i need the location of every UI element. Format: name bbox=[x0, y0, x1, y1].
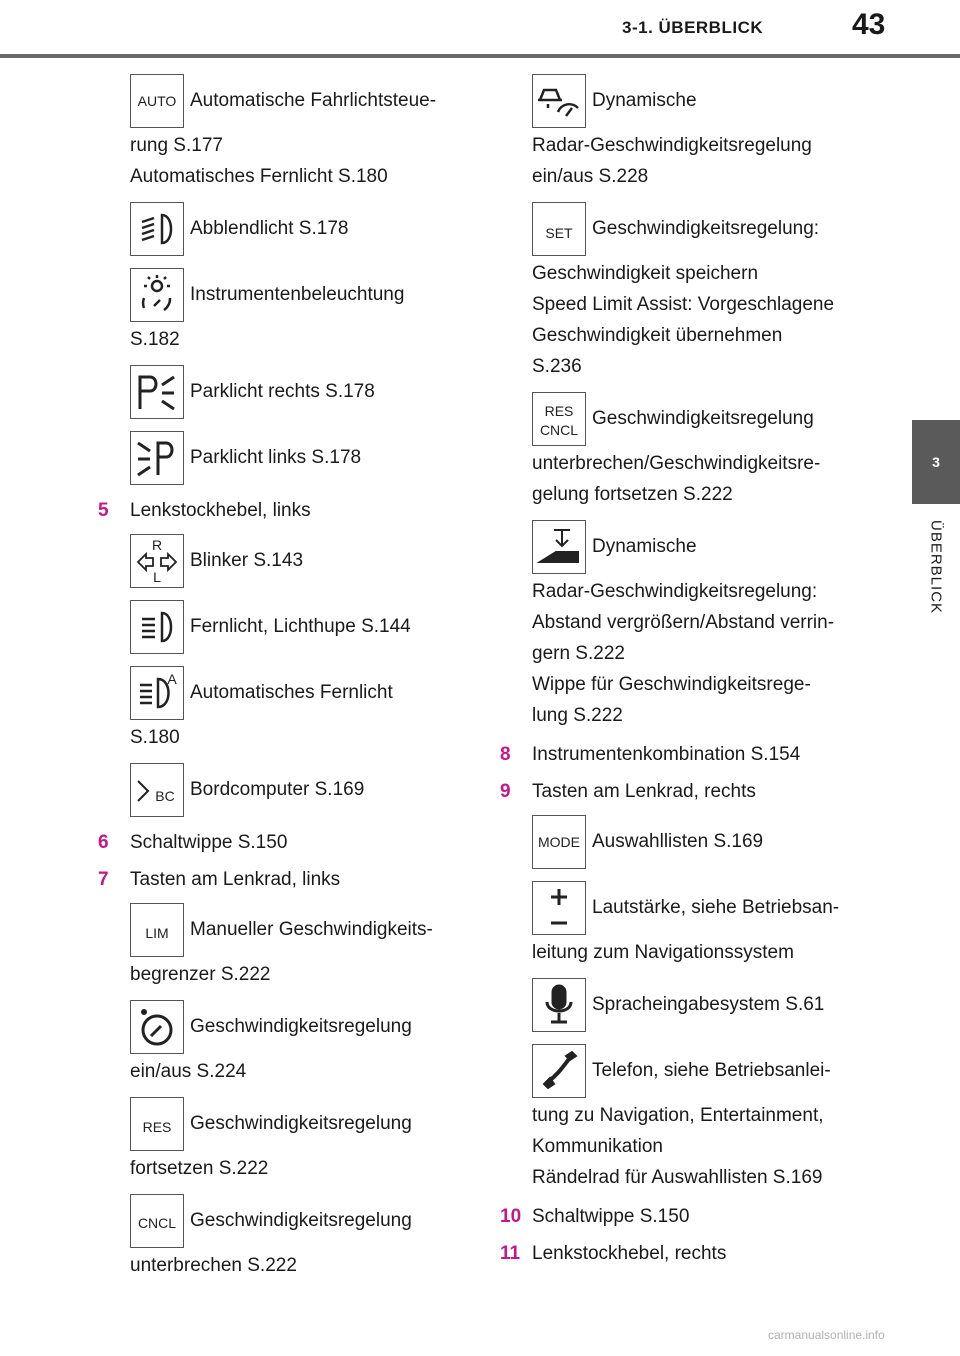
left-column bbox=[98, 72, 458, 1289]
lim-icon-label: LIM bbox=[145, 925, 169, 941]
park-right-icon bbox=[130, 365, 184, 419]
entry-first-line: Geschwindigkeitsregelung bbox=[190, 1210, 412, 1231]
item-text: Lenkstockhebel, rechts bbox=[532, 1243, 727, 1264]
entry-lim bbox=[98, 901, 458, 990]
entry-cont-line: ein/aus S.228 bbox=[532, 166, 649, 187]
entry-cont-line: Wippe für Geschwindigkeitsrege- bbox=[532, 674, 811, 695]
item-text: Tasten am Lenkrad, rechts bbox=[532, 781, 756, 802]
volume-icon bbox=[532, 881, 586, 935]
entry-cont-line: lung S.222 bbox=[532, 705, 623, 726]
entry-cont-line: unterbrechen/Geschwindigkeitsre- bbox=[532, 453, 821, 474]
entry-cont-line: fortsetzen S.222 bbox=[130, 1158, 269, 1179]
entry-first-line: Geschwindigkeitsregelung: bbox=[592, 218, 820, 239]
item-number: 7 bbox=[98, 869, 109, 890]
turn-signal-r-label: R bbox=[151, 538, 163, 553]
entry-first-line: Parklicht links S.178 bbox=[190, 447, 362, 468]
entry-cont-line: begrenzer S.222 bbox=[130, 964, 271, 985]
auto-icon-label: AUTO bbox=[137, 93, 177, 109]
res-cncl-bottom-label: CNCL bbox=[539, 422, 579, 438]
turn-signal-l-label: L bbox=[153, 569, 161, 584]
entry-distance bbox=[500, 518, 860, 731]
entry-phone bbox=[500, 1042, 860, 1193]
entry-res-cncl bbox=[500, 390, 860, 510]
item-number: 8 bbox=[500, 744, 511, 765]
entry-first-line: Automatisches Fernlicht bbox=[190, 682, 393, 703]
auto-high-beam-a-label: A bbox=[167, 671, 177, 687]
item-text: Tasten am Lenkrad, links bbox=[130, 869, 341, 890]
set-icon bbox=[532, 202, 586, 256]
item-number: 6 bbox=[98, 832, 109, 853]
entry-first-line: Blinker S.143 bbox=[190, 550, 304, 571]
numbered-item-7 bbox=[98, 864, 458, 895]
trip-computer-icon bbox=[130, 763, 184, 817]
entry-first-line: Instrumentenbeleuchtung bbox=[190, 284, 405, 305]
entry-cont-line: S.182 bbox=[130, 329, 180, 350]
entry-first-line: Geschwindigkeitsregelung bbox=[190, 1113, 412, 1134]
numbered-item-8 bbox=[500, 739, 860, 770]
section-title: 3-1. ÜBERBLICK bbox=[622, 18, 764, 37]
entry-first-line: Automatische Fahrlichtsteue- bbox=[190, 90, 437, 111]
entry-first-line: Auswahllisten S.169 bbox=[592, 831, 764, 852]
entry-instrument-light bbox=[98, 266, 458, 355]
distance-icon bbox=[532, 520, 586, 574]
entry-cont-line: Speed Limit Assist: Vorgeschlagene bbox=[532, 294, 835, 315]
entry-voice bbox=[500, 976, 860, 1034]
chapter-tab[interactable]: 3 bbox=[912, 420, 960, 504]
auto-icon bbox=[130, 74, 184, 128]
entry-cont-line: tung zu Navigation, Entertainment, bbox=[532, 1105, 824, 1126]
item-number: 10 bbox=[500, 1206, 522, 1227]
entry-cont-line: ein/aus S.224 bbox=[130, 1061, 247, 1082]
instrument-light-icon bbox=[130, 268, 184, 322]
entry-park-right bbox=[98, 363, 458, 421]
entry-cont-line: S.180 bbox=[130, 727, 180, 748]
entry-cont-line: Rändelrad für Auswahllisten S.169 bbox=[532, 1167, 823, 1188]
watermark: carmanualsonline.info bbox=[768, 1328, 885, 1342]
entry-first-line: Dynamische bbox=[592, 90, 697, 111]
entry-cont-line: gern S.222 bbox=[532, 643, 625, 664]
numbered-item-5 bbox=[98, 495, 458, 526]
entry-cont-line: Radar-Geschwindigkeitsregelung bbox=[532, 135, 812, 156]
cncl-icon bbox=[130, 1194, 184, 1248]
entry-first-line: Dynamische bbox=[592, 536, 697, 557]
high-beam-icon bbox=[130, 600, 184, 654]
right-column bbox=[500, 72, 860, 1275]
mode-icon bbox=[532, 815, 586, 869]
entry-first-line: Geschwindigkeitsregelung bbox=[592, 408, 814, 429]
microphone-icon bbox=[532, 978, 586, 1032]
entry-first-line: Lautstärke, siehe Betriebsan- bbox=[592, 897, 840, 918]
mode-icon-label: MODE bbox=[538, 834, 580, 850]
entry-first-line: Spracheingabesystem S.61 bbox=[592, 994, 825, 1015]
cruise-control-icon bbox=[130, 1000, 184, 1054]
entry-first-line: Fernlicht, Lichthupe S.144 bbox=[190, 616, 411, 637]
entry-bordcomputer bbox=[98, 761, 458, 819]
header-rule bbox=[0, 54, 960, 58]
set-icon-label: SET bbox=[545, 225, 573, 241]
entry-cont-line: rung S.177 bbox=[130, 135, 223, 156]
entry-mode bbox=[500, 813, 860, 871]
item-number: 11 bbox=[500, 1243, 521, 1264]
entry-cont-line: unterbrechen S.222 bbox=[130, 1255, 297, 1276]
item-text: Schaltwippe S.150 bbox=[532, 1206, 690, 1227]
entry-volume bbox=[500, 879, 860, 968]
auto-high-beam-icon bbox=[130, 666, 184, 720]
entry-cont-line: gelung fortsetzen S.222 bbox=[532, 484, 733, 505]
entry-first-line: Bordcomputer S.169 bbox=[190, 779, 365, 800]
entry-blinker bbox=[98, 532, 458, 590]
page-number: 43 bbox=[852, 8, 886, 41]
entry-radar-onoff bbox=[500, 72, 860, 192]
item-number: 5 bbox=[98, 500, 109, 521]
entry-cont-line: Geschwindigkeit übernehmen bbox=[532, 325, 783, 346]
entry-set bbox=[500, 200, 860, 382]
entry-cont-line: Kommunikation bbox=[532, 1136, 663, 1157]
entry-first-line: Abblendlicht S.178 bbox=[190, 218, 349, 239]
chapter-label: ÜBERBLICK bbox=[927, 520, 945, 615]
radar-cruise-icon bbox=[532, 74, 586, 128]
entry-cncl bbox=[98, 1192, 458, 1281]
entry-first-line: Geschwindigkeitsregelung bbox=[190, 1016, 412, 1037]
entry-res bbox=[98, 1095, 458, 1184]
item-text: Instrumentenkombination S.154 bbox=[532, 744, 801, 765]
res-cncl-top-label: RES bbox=[544, 403, 574, 419]
entry-cont-line: leitung zum Navigationssystem bbox=[532, 942, 794, 963]
entry-cont-line: S.236 bbox=[532, 356, 582, 377]
entry-first-line: Telefon, siehe Betriebsanlei- bbox=[592, 1060, 831, 1081]
entry-cruise-onoff bbox=[98, 998, 458, 1087]
numbered-item-6 bbox=[98, 827, 458, 858]
res-icon-label: RES bbox=[142, 1119, 172, 1135]
item-text: Schaltwippe S.150 bbox=[130, 832, 288, 853]
res-icon bbox=[130, 1097, 184, 1151]
entry-first-line: Manueller Geschwindigkeits- bbox=[190, 919, 433, 940]
entry-cont-line: Radar-Geschwindigkeitsregelung: bbox=[532, 581, 818, 602]
entry-auto-lights bbox=[98, 72, 458, 192]
park-left-icon bbox=[130, 431, 184, 485]
entry-cont-line: Geschwindigkeit speichern bbox=[532, 263, 759, 284]
turn-signal-icon bbox=[130, 534, 184, 588]
numbered-item-11 bbox=[500, 1238, 860, 1269]
numbered-item-9 bbox=[500, 776, 860, 807]
trip-computer-label: BC bbox=[155, 788, 175, 804]
entry-first-line: Parklicht rechts S.178 bbox=[190, 381, 375, 402]
entry-park-left bbox=[98, 429, 458, 487]
numbered-item-10 bbox=[500, 1201, 860, 1232]
entry-cont-line: Abstand vergrößern/Abstand verrin- bbox=[532, 612, 835, 633]
phone-icon bbox=[532, 1044, 586, 1098]
low-beam-icon bbox=[130, 202, 184, 256]
entry-high-beam bbox=[98, 598, 458, 656]
item-number: 9 bbox=[500, 781, 511, 802]
entry-auto-high-beam bbox=[98, 664, 458, 753]
lim-icon bbox=[130, 903, 184, 957]
item-text: Lenkstockhebel, links bbox=[130, 500, 311, 521]
cncl-icon-label: CNCL bbox=[137, 1215, 177, 1231]
entry-low-beam bbox=[98, 200, 458, 258]
entry-cont-line: Automatisches Fernlicht S.180 bbox=[130, 166, 388, 187]
res-cncl-icon bbox=[532, 392, 586, 446]
